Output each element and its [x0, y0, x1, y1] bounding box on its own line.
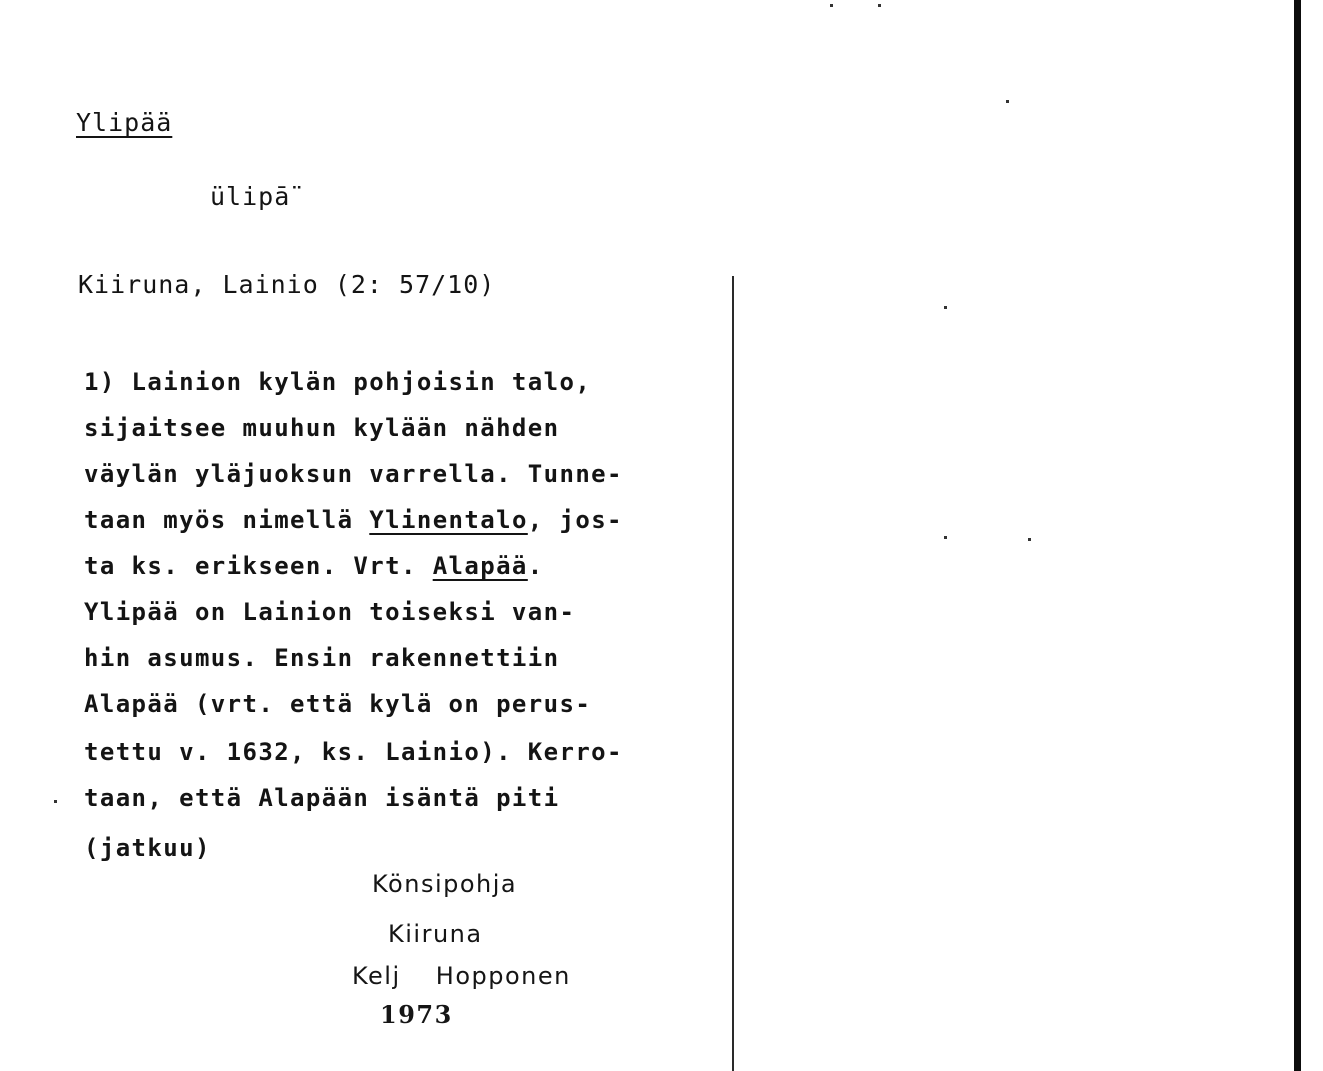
crossref-alapaa: Alapää [432, 552, 528, 580]
body-line-5-end: . [527, 552, 544, 580]
body-line-6: Ylipää on Lainion toiseksi van- [84, 598, 576, 626]
scan-speck [54, 800, 57, 803]
scan-speck [878, 4, 881, 7]
body-line-3: väylän yläjuoksun varrella. Tunne- [84, 460, 623, 488]
scan-speck [1006, 100, 1009, 103]
body-line-5 [84, 552, 544, 580]
scan-speck [830, 4, 833, 7]
scan-speck [944, 536, 947, 539]
stamp-parish: Kiiruna [388, 920, 483, 948]
body-line-4-end: , jos- [527, 506, 623, 534]
scan-speck [944, 306, 947, 309]
crossref-ylinentalo: Ylinentalo [369, 506, 528, 534]
body-line-10: taan, että Alapään isäntä piti [84, 784, 560, 812]
stamp-collector: Kelj Hopponen [352, 962, 571, 990]
headword: Ylipää [76, 108, 173, 137]
location-reference: Kiiruna, Lainio (2: 57/10) [78, 270, 496, 299]
stamp-year: 1973 [380, 1000, 453, 1029]
body-line-4 [84, 506, 623, 534]
scan-speck [1028, 538, 1031, 541]
body-line-8: Alapää (vrt. että kylä on perus- [84, 690, 592, 718]
body-line-9: tettu v. 1632, ks. Lainio). Kerro- [84, 738, 623, 766]
card-fold-line [732, 276, 734, 1071]
body-line-1: 1) Lainion kylän pohjoisin talo, [84, 368, 592, 396]
body-line-7: hin asumus. Ensin rakennettiin [84, 644, 560, 672]
body-line-5-start: ta ks. erikseen. Vrt. [84, 552, 433, 580]
body-line-4-start: taan myös nimellä [84, 506, 370, 534]
body-line-11: (jatkuu) [84, 834, 211, 862]
card-right-edge [1294, 0, 1301, 1071]
stamp-region: Könsipohja [372, 870, 518, 898]
phonetic-transcription: ülipā̈ [210, 182, 291, 211]
body-line-2: sijaitsee muuhun kylään nähden [84, 414, 560, 442]
